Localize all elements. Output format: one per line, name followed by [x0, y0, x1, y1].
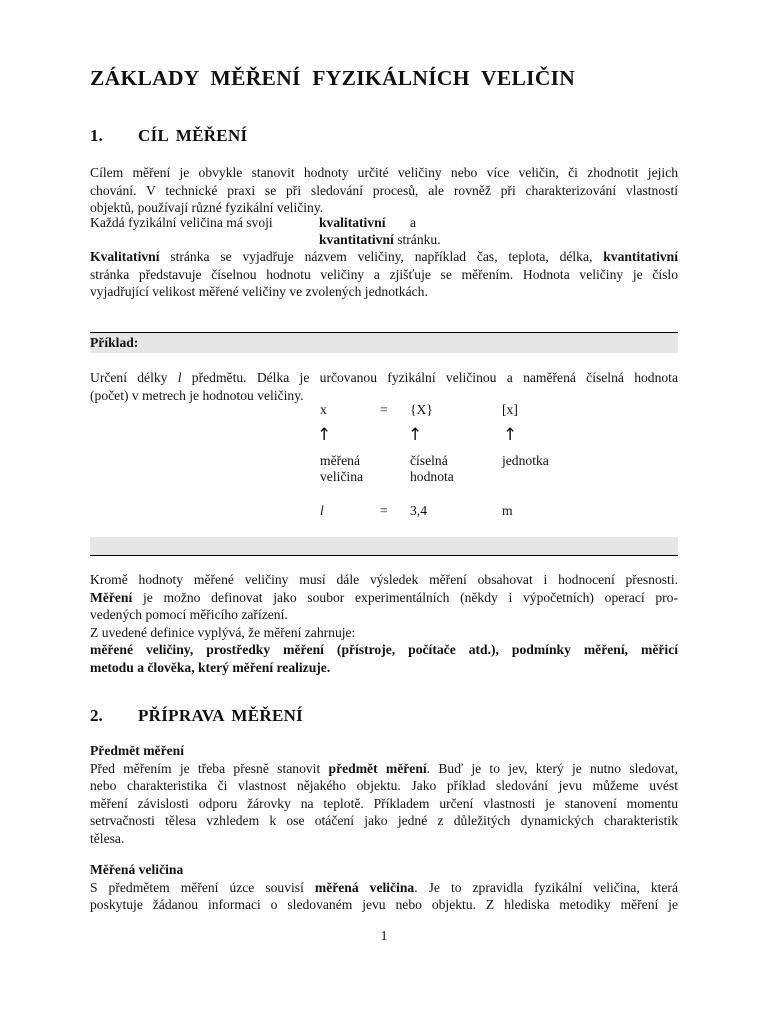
label-numeric: číselná [410, 453, 448, 468]
text-line: měřené veličiny, prostředky měření (přístroje, počítače atd.), podmínky měření, měřicí [90, 642, 678, 658]
subsection-heading: Měřená veličina [90, 862, 184, 877]
text-line: objektů, používají různé fyzikální veličiny. [90, 200, 324, 216]
text-line: vyjadřující velikost měřené veličiny ve zvolených jednotkách. [90, 284, 428, 300]
example-intro [90, 369, 678, 404]
label-unit: jednotka [502, 453, 549, 468]
text-line: poskytuje žádanou informaci o sledovaném jevu nebo objektu. Z hlediska metodiky měření je [90, 897, 678, 913]
text-line: Z uvedené definice vyplývá, že měření zahrnuje: [90, 624, 356, 640]
quantitative-term: kvantitativní [319, 232, 394, 247]
text-span: předmětu. Délka je určovanou fyzikální veličinou a naměřená číselná hodnota [181, 370, 678, 385]
value-equals: = [380, 503, 388, 518]
label-value: hodnota [410, 469, 454, 484]
formula-numeric: {X} [410, 402, 433, 417]
example-footer [90, 537, 678, 556]
text-line: Cílem měření je obvykle stanovit hodnoty určité veličiny nebo více veličin, či zhodnotit jejich [90, 165, 678, 180]
label-quantity: veličina [320, 469, 364, 484]
text-line [90, 589, 678, 607]
bold-term: kvantitativní [603, 249, 678, 264]
measurement-definition [90, 571, 678, 677]
subject-of-measurement [90, 742, 678, 848]
subsection-heading: Předmět měření [90, 743, 184, 758]
text-span: Před měřením je třeba přesně stanovit [90, 760, 329, 776]
variable-l: l [177, 370, 182, 385]
arrow-up-icon: ↑ [408, 425, 423, 445]
document-title: ZÁKLADY MĚŘENÍ FYZIKÁLNÍCH VELIČIN [90, 66, 576, 90]
text-line [90, 369, 678, 387]
text-line: Kromě hodnoty měřené veličiny musí dále výsledek měření obsahovat i hodnocení přesnosti. [90, 572, 678, 587]
text-line: měření závislosti odporu žárovky na teplotě. Příkladem určení vlastnosti je stanovení momentu [90, 795, 678, 811]
text-line: tělesa. [90, 830, 125, 846]
section-1-paragraph-1 [90, 164, 678, 217]
page-number: 1 [380, 928, 388, 943]
measured-quantity [90, 861, 678, 914]
bold-term: předmět měření [328, 760, 427, 776]
text-span: . Je to zpravidla fyzikální veličina, která [414, 879, 678, 895]
text-line: setrvačnosti tělesa vzhledem k ose otáčení jako jedné z důležitých dynamických charakteristik [90, 813, 678, 829]
text-line [90, 879, 678, 897]
text-line [90, 248, 678, 266]
text-line: nebo charakteristika či vlastnost nějakého objektu. Jako příklad sledování jevu můžeme uvést [90, 778, 678, 794]
section-1-number: 1. [90, 126, 103, 145]
section-2-heading [90, 706, 303, 726]
text-line: stránka představuje číselnou hodnotu veličiny a zjišťuje se měřením. Hodnota veličiny je číslo [90, 266, 678, 282]
bold-term: Kvalitativní [90, 249, 160, 264]
text-span: stránka se vyjadřuje názvem veličiny, například čas, teplota, délka, [159, 249, 604, 264]
formula-unit: [x] [502, 402, 518, 417]
bold-term: Měření [90, 589, 133, 605]
label-measured: měřená [320, 453, 360, 468]
section-2-title: PŘÍPRAVA MĚŘENÍ [138, 706, 304, 725]
text-line: chování. V technické praxi se při sledování procesů, ale rovněž při charakterizování vlastností [90, 182, 678, 198]
example-header [90, 332, 678, 353]
section-1-title: CÍL MĚŘENÍ [138, 126, 248, 145]
section-1-heading [90, 126, 247, 146]
text-line: (počet) v metrech je hodnotou veličiny. [90, 387, 304, 403]
section-1-paragraph-3 [90, 248, 678, 301]
text-line [90, 760, 678, 778]
aspect-and: a [410, 215, 417, 230]
aspect-quant-line [319, 232, 441, 248]
text-span: Určení délky [90, 370, 178, 385]
aspect-tail: stránku. [397, 232, 441, 247]
example-label: Příklad: [90, 335, 139, 350]
text-span: . Buď je to jev, který je nutno sledovat, [426, 760, 679, 776]
text-line: vedených pomocí měřicího zařízení. [90, 607, 288, 623]
bold-term: měřená veličina [314, 879, 415, 895]
arrow-up-icon: ↑ [503, 425, 518, 445]
value-unit: m [502, 503, 513, 518]
section-2-number: 2. [90, 706, 103, 725]
value-l: l [320, 503, 324, 518]
aspect-lead: Každá fyzikální veličina má svoji [90, 215, 273, 230]
text-span: je možno definovat jako soubor experimentálních (někdy i výpočetních) operací pro- [132, 589, 678, 605]
arrow-up-icon: ↑ [317, 425, 332, 445]
text-line: metodu a člověka, který měření realizuje. [90, 659, 331, 675]
value-number: 3,4 [410, 503, 427, 518]
formula-equals: = [380, 402, 388, 417]
qualitative-term: kvalitativní [319, 215, 386, 230]
formula-x: x [320, 402, 327, 417]
text-span: S předmětem měření úzce souvisí [90, 879, 315, 895]
